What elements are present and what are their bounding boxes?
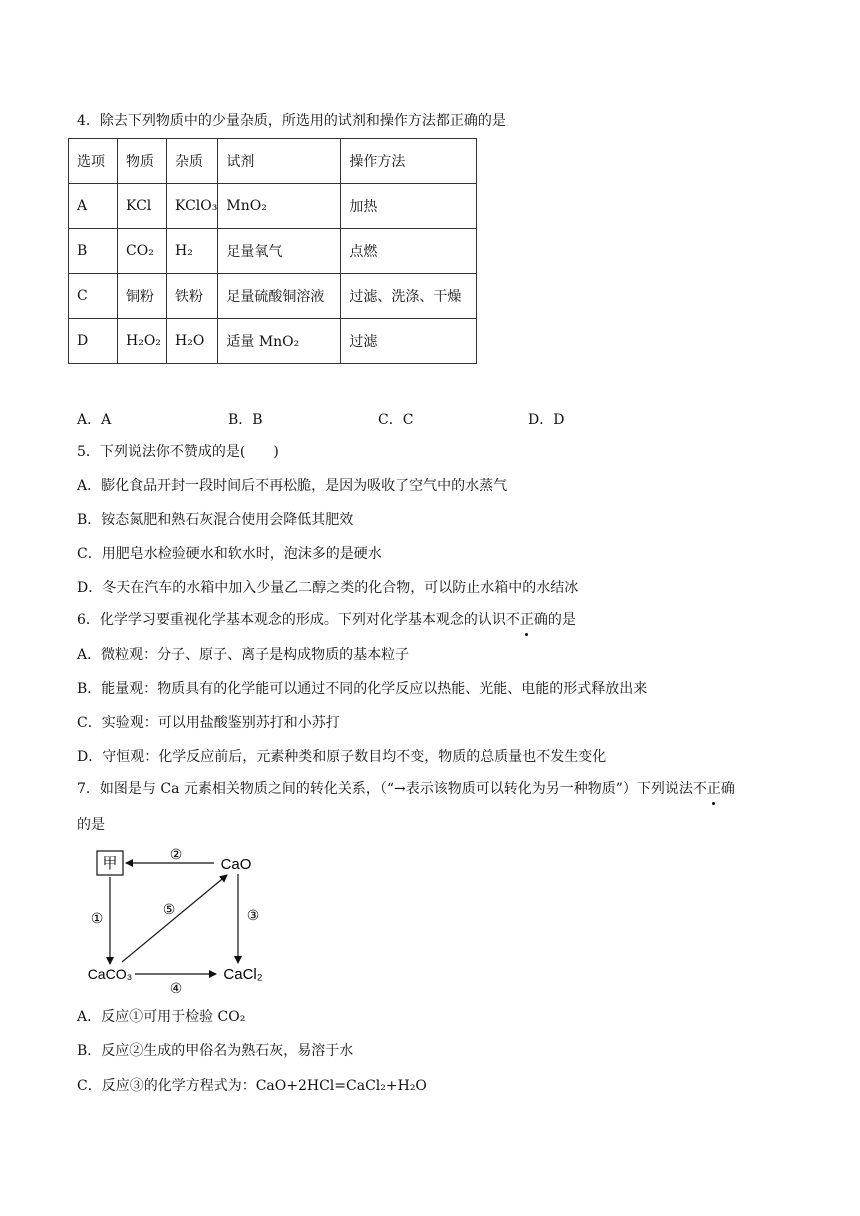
table-cell: KClO₃: [167, 184, 218, 229]
table-cell: 铁粉: [167, 274, 218, 319]
table-cell: 足量硫酸铜溶液: [218, 274, 341, 319]
q7-option-b: B．反应②生成的甲俗名为熟石灰，易溶于水: [77, 1043, 354, 1059]
q6-option-a: A．微粒观：分子、原子、离子是构成物质的基本粒子: [77, 647, 410, 663]
table-cell: H₂: [167, 229, 218, 274]
q4-stem: 4．除去下列物质中的少量杂质，所选用的试剂和操作方法都正确的是: [77, 113, 506, 129]
cacl2-label: CaCl₂: [223, 966, 263, 983]
q6-option-d: D．守恒观：化学反应前后，元素种类和原子数目均不变，物质的总质量也不发生变化: [77, 749, 607, 765]
q7-option-a: A．反应①可用于检验 CO₂: [77, 1009, 246, 1025]
table-header-cell: 操作方法: [341, 139, 477, 184]
table-cell: 过滤、洗涤、干燥: [341, 274, 477, 319]
q7-stem-prefix: 7．如图是与 Ca 元素相关物质之间的转化关系，（“→表示该物质可以转化为另一种物质”）下列说法: [77, 781, 693, 797]
table-cell: 点燃: [341, 229, 477, 274]
table-cell: B: [69, 229, 118, 274]
table-header-row: [69, 139, 477, 184]
table-cell: 铜粉: [118, 274, 167, 319]
q6-stem: [77, 610, 576, 630]
q6-option-b: B．能量观：物质具有的化学能可以通过不同的化学反应以热能、光能、电能的形式释放出来: [77, 681, 648, 697]
table-cell: MnO₂: [218, 184, 341, 229]
arrow-1-label: ①: [90, 910, 104, 926]
q5-option-d: D．冬天在汽车的水箱中加入少量乙二醇之类的化合物，可以防止水箱中的水结冰: [77, 580, 579, 596]
arrow-3-label: ③: [246, 907, 260, 923]
q5-stem: 5．下列说法你不赞成的是( ): [77, 444, 279, 460]
table-cell: CO₂: [118, 229, 167, 274]
q6-stem-prefix: 6．化学学习要重视化学基本观念的形成。下列对化学基本观念的认识: [77, 612, 506, 628]
table-header-cell: 试剂: [218, 139, 341, 184]
q4-option-d: D．D: [528, 412, 565, 428]
table-row: [69, 319, 477, 364]
jia-label: 甲: [102, 855, 118, 872]
q6-stem-suffix: 的是: [547, 612, 576, 628]
arrow-5: [122, 875, 227, 962]
table-cell: H₂O: [167, 319, 218, 364]
cao-label: CaO: [220, 856, 252, 873]
table-cell: 适量 MnO₂: [218, 319, 341, 364]
table-row: [69, 274, 477, 319]
q7-stem-emphasis: 不正确: [692, 781, 735, 797]
q4-option-c: C．C: [378, 412, 414, 428]
table-header-cell: 选项: [69, 139, 118, 184]
table-cell: 加热: [341, 184, 477, 229]
caco3-label: CaCO₃: [87, 966, 133, 982]
table-cell: 过滤: [341, 319, 477, 364]
ca-conversion-diagram: [80, 840, 310, 1000]
table-cell: 足量氧气: [218, 229, 341, 274]
table-row: [69, 229, 477, 274]
q5-option-a: A．膨化食品开封一段时间后不再松脆，是因为吸收了空气中的水蒸气: [77, 478, 508, 494]
table-cell: A: [69, 184, 118, 229]
table-cell: KCl: [118, 184, 167, 229]
q4-table: [68, 138, 477, 364]
q4-option-b: B．B: [228, 412, 263, 428]
table-header-cell: 物质: [118, 139, 167, 184]
q6-option-c: C．实验观：可以用盐酸鉴别苏打和小苏打: [77, 715, 340, 731]
q6-stem-emphasis: 不正确: [505, 612, 548, 628]
table-cell: C: [69, 274, 118, 319]
q7-stem: [77, 779, 735, 799]
arrow-2-label: ②: [169, 846, 183, 862]
table-cell: H₂O₂: [118, 319, 167, 364]
q7-option-c: C．反应③的化学方程式为：CaO+2HCl=CaCl₂+H₂O: [77, 1078, 427, 1094]
q5-option-c: C．用肥皂水检验硬水和软水时，泡沫多的是硬水: [77, 546, 382, 562]
q7-stem-line2: 的是: [77, 817, 105, 833]
arrow-5-label: ⑤: [162, 901, 176, 917]
q4-option-a: A．A: [77, 412, 112, 428]
table-cell: D: [69, 319, 118, 364]
table-header-cell: 杂质: [167, 139, 218, 184]
q5-option-b: B．铵态氮肥和熟石灰混合使用会降低其肥效: [77, 512, 354, 528]
table-row: [69, 184, 477, 229]
arrow-4-label: ④: [169, 980, 183, 996]
